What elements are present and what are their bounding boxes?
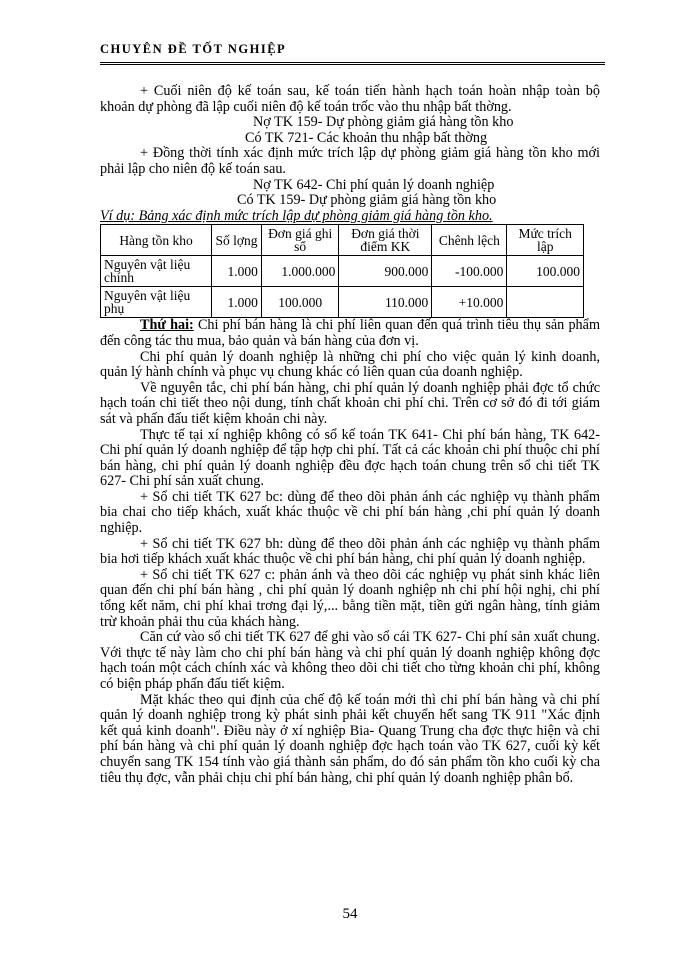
body-paragraph: Chi phí quản lý doanh nghiệp là những chi phí cho việc quản lý kinh doanh, quản lý hành chính và phục vụ chung khác có liên quan của doanh nghiệp.	[100, 348, 600, 381]
body-paragraph: + Sổ chi tiết TK 627 c: phản ánh và theo dõi các nghiệp vụ phát sinh khác liên quan đến chi phí bán hàng , chi phí quản lý doanh nghiệp nh chi phí hội nghị, chi phí tổng kết năm, chi phí khai trơng đại lý,... bằng tiền mặt, tiền gửi ngân hàng, tính giảm trừ khoản phải thu của khách hàng.	[100, 566, 600, 630]
table-cell: 1.000	[212, 287, 262, 318]
col-header-inventory: Hàng tồn kho	[101, 225, 212, 256]
paragraph-second-point	[100, 318, 600, 349]
table-cell: 1.000	[212, 256, 262, 287]
header-rule	[100, 62, 605, 65]
running-header: CHUYÊN ĐỀ TỐT NGHIỆP	[100, 42, 287, 56]
table-row	[101, 287, 584, 318]
paragraph-year-end-reversal: + Cuối niên độ kế toán sau, kế toán tiến hành hạch toán hoàn nhập toàn bộ khoản dự phòng đã lập cuối niên độ kế toán trốc vào thu nhập bất thờng.	[100, 83, 600, 115]
body-paragraph: Mặt khác theo qui định của chế độ kế toán mới thì chi phí bán hàng và chi phí quản lý doanh nghiệp trong kỳ phát sinh phải kết chuyển hết sang TK 911 "Xác định kết quả kinh doanh". Điều này ở xí nghiệp Bia- Quang Trung cha đợc thực hiện và chi phí bán hàng và chi phí quản lý doanh nghiệp đợc hạch toán vào TK 627, cuối kỳ kết chuyển sang TK 154 tính vào giá thành sản phẩm, do đó sản phẩm tồn kho cuối kỳ cha tiêu thụ đợc, vẫn phải chịu chi phí bán hàng, chi phí quản lý doanh nghiệp phân bổ.	[100, 691, 600, 786]
body-paragraph: + Sổ chi tiết TK 627 bh: dùng để theo dõi phản ánh các nghiệp vụ thành phẩm bia hơi tiếp khách xuất khác thuộc về chi phí bán hàng, chi phí quản lý doanh nghiệp.	[100, 535, 600, 568]
table-cell: 900.000	[339, 256, 432, 287]
page-body	[100, 84, 600, 786]
provision-table	[100, 224, 584, 318]
table-cell: Nguyên vật liệu chính	[101, 256, 212, 287]
table-cell: 1.000.000	[261, 256, 338, 287]
table-cell: -100.000	[432, 256, 507, 287]
table-cell: 100.000	[261, 287, 338, 318]
table-caption: Ví dụ: Bảng xác định mức trích lập dự phòng giảm giá hàng tồn kho.	[100, 207, 493, 224]
paragraph-new-provision: + Đồng thời tính xác định mức trích lập dự phòng giảm giá hàng tồn kho mới phải lập cho niên độ kế toán sau.	[100, 145, 600, 177]
table-cell: Nguyên vật liệu phụ	[101, 287, 212, 318]
col-header-quantity: Số lợng	[212, 225, 262, 256]
page-number: 54	[342, 906, 358, 922]
body-paragraph: Thực tế tại xí nghiệp không có sổ kế toán TK 641- Chi phí bán hàng, TK 642- Chi phí quản lý doanh nghiệp để tập hợp chi phí. Tất cả các khoản chi phí thuộc chi phí bán hàng, chi phí quản lý doanh nghiệp đều đợc hạch toán chung trên sổ chi tiết TK 627- Chi phí sản xuất chung.	[100, 426, 600, 490]
journal-entry-debit-159: Nợ TK 159- Dự phòng giảm giá hàng tồn kho	[253, 114, 514, 131]
col-header-book-price: Đơn giá ghi sổ	[261, 225, 338, 256]
journal-entry-debit-642: Nợ TK 642- Chi phí quản lý doanh nghiệp	[253, 176, 495, 193]
body-paragraph: + Sổ chi tiết TK 627 bc: dùng để theo dõi phản ánh các nghiệp vụ thành phẩm bia chai cho tiếp khách, xuất khác thuộc về chi phí bán hàng ,chi phí quản lý doanh nghiệp.	[100, 488, 600, 537]
journal-entry-credit-721: Có TK 721- Các khoản thu nhập bất thờng	[245, 129, 488, 146]
table-row	[101, 256, 584, 287]
body-paragraph: Về nguyên tắc, chi phí bán hàng, chi phí quản lý doanh nghiệp phải đợc tổ chức hạch toán chi tiết theo nội dung, tính chất khoản chi phí chi. Trên cơ sở đó đi tới giám sát và phấn đấu tiết kiệm khoản chi này.	[100, 379, 600, 427]
journal-entry-credit-159: Có TK 159- Dự phòng giảm giá hàng tồn kho	[237, 192, 497, 209]
table-cell: +10.000	[432, 287, 507, 318]
col-header-provision: Mức trích lập	[507, 225, 584, 256]
col-header-difference: Chênh lệch	[432, 225, 507, 256]
table-cell: 110.000	[339, 287, 432, 318]
section-text: Chi phí bán hàng là chi phí liên quan đến quá trình tiêu thụ sản phẩm đến công tác thu mua, bảo quản và bán hàng của đơn vị.	[100, 317, 600, 349]
table-header-row	[101, 225, 584, 256]
col-header-count-price: Đơn giá thời điểm KK	[339, 225, 432, 256]
body-paragraph: Căn cứ vào sổ chi tiết TK 627 để ghi vào sổ cái TK 627- Chi phí sản xuất chung. Với thực tế này làm cho chi phí bán hàng và chi phí quản lý doanh nghiệp không đợc hạch toán một cách chính xác và không theo dõi chi tiết cho từng khoản chi phí, không có biện pháp phấn đấu tiết kiệm.	[100, 629, 600, 692]
table-cell	[507, 287, 584, 318]
section-label: Thứ hai:	[140, 317, 194, 334]
table-cell: 100.000	[507, 256, 584, 287]
